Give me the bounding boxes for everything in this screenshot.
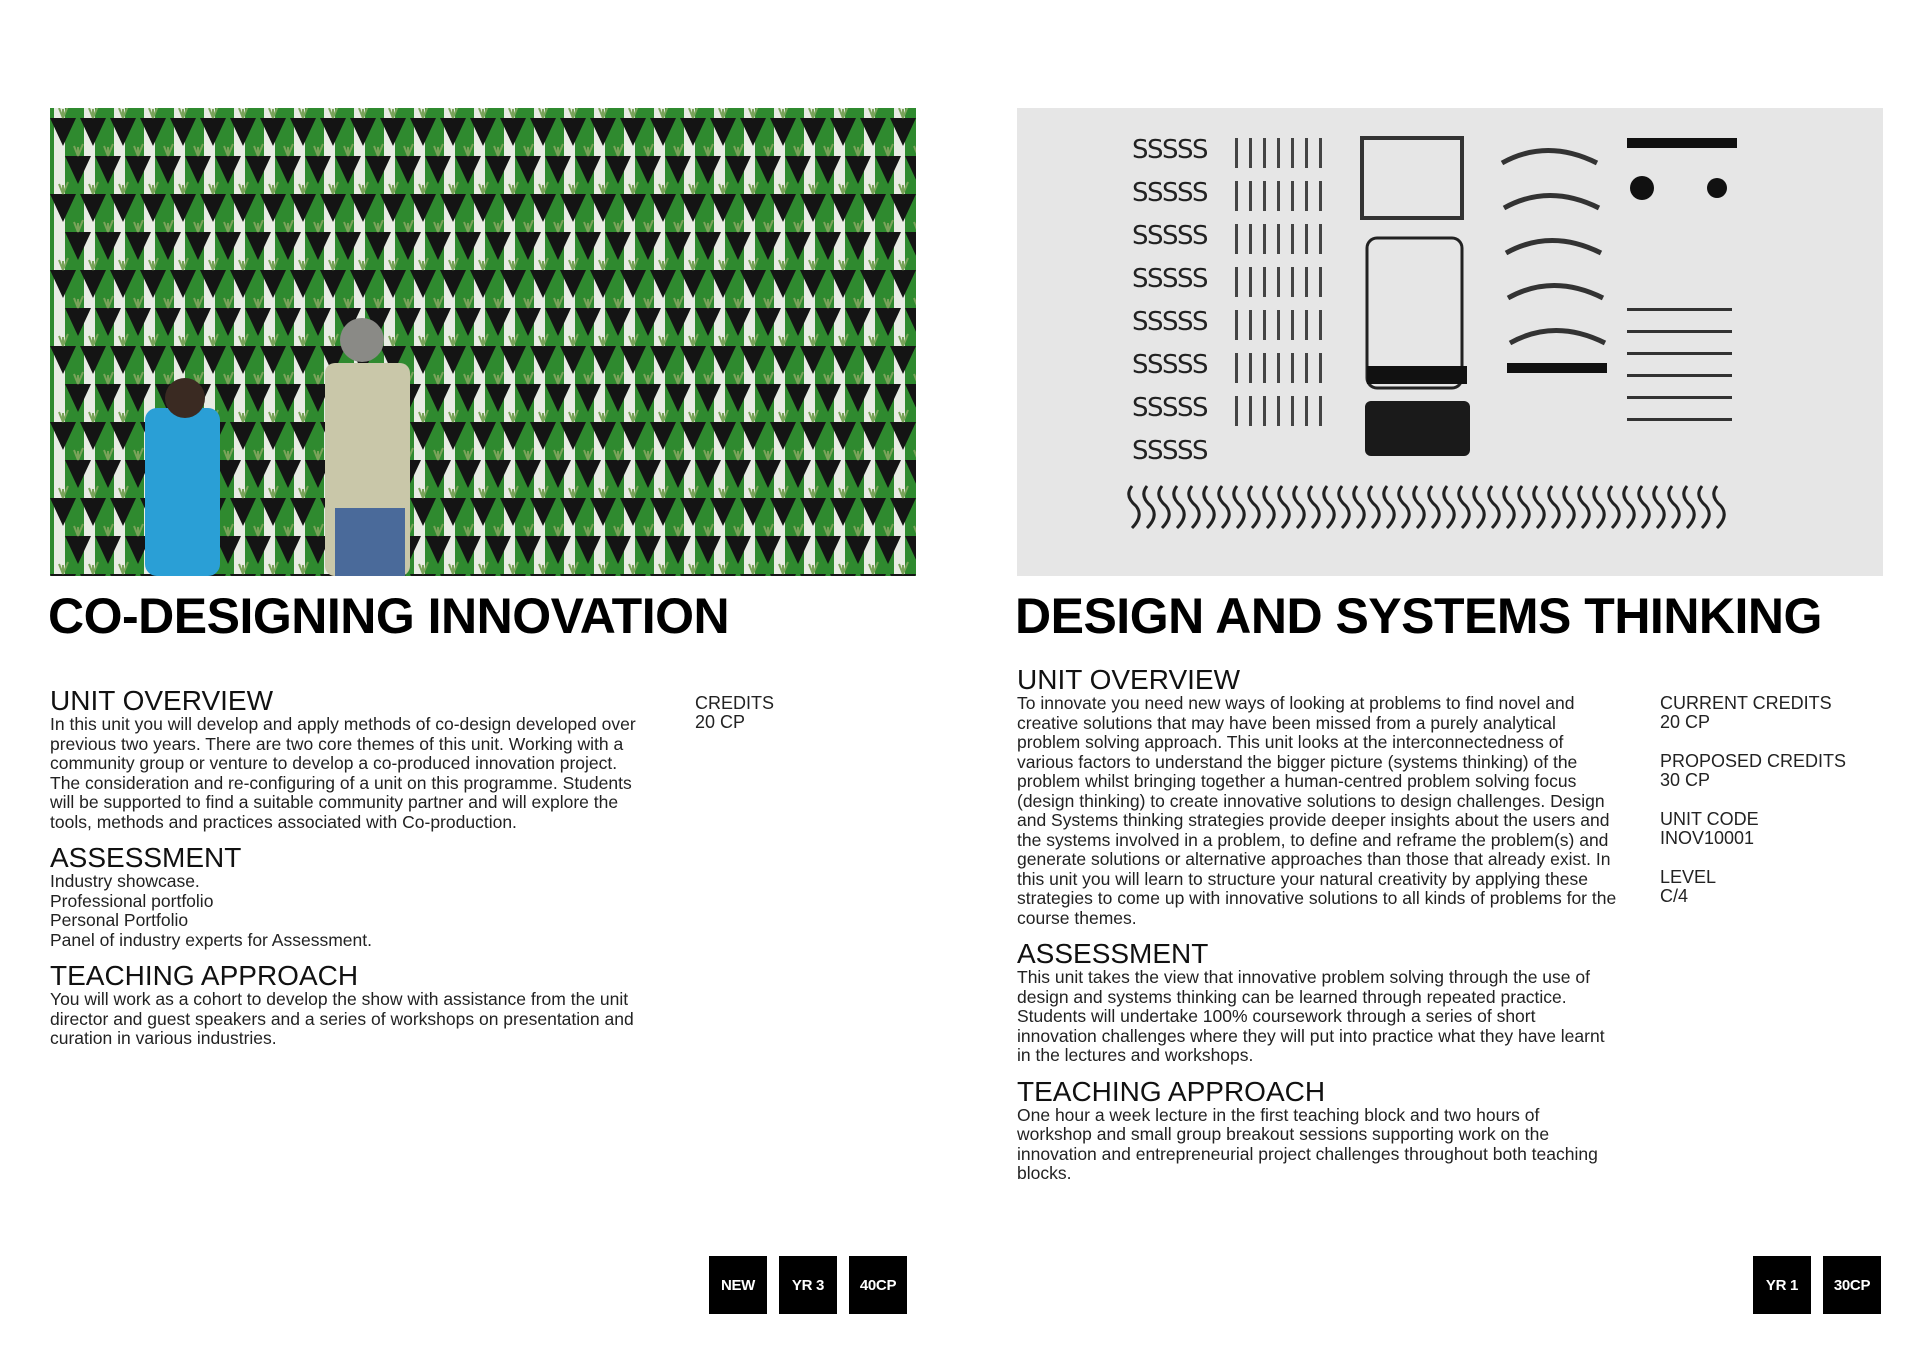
current-credits-value: 20 CP [1660,712,1711,732]
svg-text:S: S [1162,221,1179,251]
credits-group [695,694,915,732]
tag-row [1753,1256,1881,1314]
year-badge: YR 3 [779,1256,837,1314]
unit-code-group [1660,810,1890,848]
svg-text:S: S [1162,393,1179,423]
right-page [960,0,1920,1358]
level-group [1660,868,1890,906]
svg-text:S: S [1177,264,1194,294]
year-badge: YR 1 [1753,1256,1811,1314]
svg-text:S: S [1162,436,1179,466]
svg-text:S: S [1132,393,1149,423]
current-credits-group [1660,694,1890,732]
main-column [50,687,650,1061]
list-item: Industry showcase. [50,871,200,891]
svg-text:S: S [1162,350,1179,380]
svg-text:S: S [1147,264,1164,294]
typewriter-parts-illustration [1017,108,1883,576]
svg-text:S: S [1162,135,1179,165]
unit-overview-heading: UNIT OVERVIEW [50,685,274,716]
assessment-text: This unit takes the view that innovative problem solving through the use of design and systems thinking can be learned through repeated practice. Students will undertake 100% coursework through a series of short innovation challenges where they will put into practice what they have learnt in the lectures and workshops. [1017,967,1605,1065]
svg-text:S: S [1162,264,1179,294]
svg-text:S: S [1192,264,1209,294]
side-column [695,694,915,752]
typewriter-parts-photo [1017,108,1883,576]
svg-text:S: S [1192,307,1209,337]
level-label: LEVEL [1660,867,1717,887]
svg-text:S: S [1147,178,1164,208]
page-title: CO-DESIGNING INNOVATION [48,588,730,644]
svg-text:S: S [1177,436,1194,466]
assessment-heading: ASSESSMENT [1017,938,1209,969]
proposed-credits-label: PROPOSED CREDITS [1660,751,1847,771]
vertical-garden-photo [50,108,916,576]
svg-text:S: S [1132,264,1149,294]
svg-text:S: S [1177,135,1194,165]
svg-text:S: S [1177,178,1194,208]
svg-text:S: S [1147,436,1164,466]
svg-text:S: S [1192,393,1209,423]
svg-text:S: S [1132,221,1149,251]
new-badge: NEW [709,1256,767,1314]
unit-code-label: UNIT CODE [1660,809,1759,829]
svg-text:S: S [1192,350,1209,380]
assessment-heading: ASSESSMENT [50,842,242,873]
svg-text:S: S [1147,221,1164,251]
teaching-approach-text: You will work as a cohort to develop the show with assistance from the unit director and guest speakers and a series of workshops on presentation and curation in various industries. [50,989,634,1048]
svg-text:S: S [1132,436,1149,466]
svg-text:S: S [1132,178,1149,208]
svg-text:S: S [1132,307,1149,337]
svg-text:S: S [1192,221,1209,251]
unit-code-value: INOV10001 [1660,828,1755,848]
svg-text:S: S [1132,350,1149,380]
teaching-approach-heading: TEACHING APPROACH [1017,1075,1326,1107]
svg-text:S: S [1177,221,1194,251]
svg-text:S: S [1132,135,1149,165]
list-item: Professional portfolio [50,890,214,911]
svg-text:S: S [1177,307,1194,337]
svg-text:S: S [1192,178,1209,208]
teaching-approach-heading: TEACHING APPROACH [50,960,359,991]
credits-label: CREDITS [695,693,775,713]
unit-overview-text: To innovate you need new ways of looking at problems to find novel and creative solutions that may have been missed from a purely analytical problem solving approach. This unit looks at the interconnectedness of various factors to understand the bigger picture (systems thinking) of the problem whilst bringing together a human-centred problem solving focus (design thinking) to create innovative solutions to design challenges. Design and Systems thinking strategies provide deeper insights about the users and the systems involved in a problem, to define and reframe the problem(s) and generate solutions or alternative approaches than those that already exist. In this unit you will learn to structure your natural creativity by applying these strategies to come up with innovative solutions to all kinds of problems for the course themes. [1017,693,1617,928]
list-item: Panel of industry experts for Assessment. [50,929,372,950]
svg-text:S: S [1147,350,1164,380]
svg-text:S: S [1147,393,1164,423]
unit-overview-heading: UNIT OVERVIEW [1017,664,1241,695]
credits-badge: 30CP [1823,1256,1881,1314]
svg-text:S: S [1192,436,1209,466]
level-value: C/4 [1660,886,1689,906]
credits-value: 20 CP [695,712,746,732]
page-title: DESIGN AND SYSTEMS THINKING [1015,588,1822,644]
svg-text:S: S [1162,307,1179,337]
svg-text:S: S [1162,178,1179,208]
current-credits-label: CURRENT CREDITS [1660,693,1832,713]
svg-text:S: S [1177,350,1194,380]
unit-overview-text: In this unit you will develop and apply methods of co-design developed over previous two years. There are two core themes of this unit. Working with a community group or venture to develop a co-produced innovation project. The consideration and re-configuring of a unit on this programme. Students will be supported to find a suitable community partner and will explore the tools, methods and practices associated with Co-production. [50,714,636,832]
side-column [1660,694,1890,926]
proposed-credits-value: 30 CP [1660,770,1711,790]
svg-text:S: S [1177,393,1194,423]
proposed-credits-group [1660,752,1890,790]
svg-text:S: S [1147,307,1164,337]
main-column [1017,666,1617,1196]
credits-badge: 40CP [849,1256,907,1314]
svg-text:S: S [1192,135,1209,165]
teaching-approach-text: One hour a week lecture in the first teaching block and two hours of workshop and small group breakout sessions supporting work on the innovation and entrepreneurial project challenges throughout both teaching blocks. [1017,1104,1598,1183]
tag-row [709,1256,907,1314]
list-item: Personal Portfolio [50,910,189,930]
assessment-list [50,872,650,950]
vertical-garden-illustration [50,108,916,576]
svg-text:S: S [1147,135,1164,165]
